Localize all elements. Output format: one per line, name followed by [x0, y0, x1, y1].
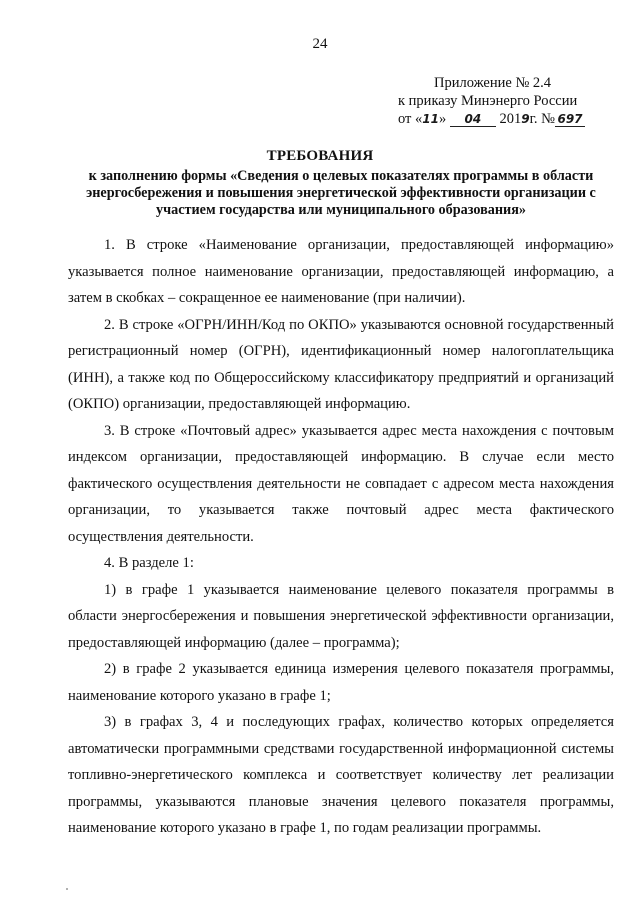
appendix-date-line: [398, 110, 585, 128]
appendix-order-reference: к приказу Минэнерго России: [398, 93, 578, 109]
date-quote-close: »: [438, 111, 447, 127]
handwritten-month: 04: [450, 112, 496, 127]
paragraph-3: 3. В строке «Почтовый адрес» указывается адрес места нахождения с почтовым индексом организации, предоставляющей информацию. В случае если место фактического осуществления деятельности не совпадает с адресом места нахождения организации, то указывается также почтовый адрес места фактического осуществления деятельности.: [68, 422, 614, 545]
scan-speck: [66, 888, 68, 890]
handwritten-year-digit: 9: [521, 112, 530, 126]
appendix-header: [398, 74, 585, 128]
number-label: г. №: [529, 111, 555, 127]
paragraph-4-3: 3) в графах 3, 4 и последующих графах, количество которых определяется автоматически программными средствами государственной информационной системы топливно-энергетического комплекса и соответствует количеству лет реализации программы, указываются плановые значения целевого показателя программы, наименование которого указано в графе 1, по годам реализации программы.: [68, 714, 614, 836]
document-subtitle: к заполнению формы «Сведения о целевых показателях программы в области энергосбережения и повышения энергетической эффективности организации с участием государства или муниципального образования»: [86, 168, 596, 218]
handwritten-day: 11: [422, 112, 439, 126]
paragraph-1: 1. В строке «Наименование организации, предоставляющей информацию» указывается полное наименование организации, предоставляющей информацию, а затем в скобках – сокращенное ее наименование (при наличии).: [68, 237, 614, 306]
paragraph-4-1: 1) в графе 1 указывается наименование целевого показателя программы в области энергосбережения и повышения энергетической эффективности организации, предоставляющей информацию (далее – программа);: [68, 581, 614, 651]
appendix-title: Приложение № 2.4: [434, 75, 552, 91]
page-number: 24: [312, 36, 328, 52]
paragraph-2: 2. В строке «ОГРН/ИНН/Код по ОКПО» указываются основной государственный регистрационный номер (ОГРН), идентификационный номер налогоплательщика (ИНН), а также код по Общероссийскому классификатору предприятий и организаций (ОКПО) организации, предоставляющей информацию.: [68, 316, 614, 412]
handwritten-order-number: 697: [555, 112, 585, 127]
paragraph-4: 4. В разделе 1:: [104, 555, 194, 571]
document-body: [68, 232, 614, 842]
year-prefix: 201: [499, 111, 522, 127]
document-title: ТРЕБОВАНИЯ: [266, 148, 374, 164]
date-prefix: от «: [398, 111, 423, 127]
paragraph-4-2: 2) в графе 2 указывается единица измерения целевого показателя программы, наименование которого указано в графе 1;: [68, 661, 614, 704]
